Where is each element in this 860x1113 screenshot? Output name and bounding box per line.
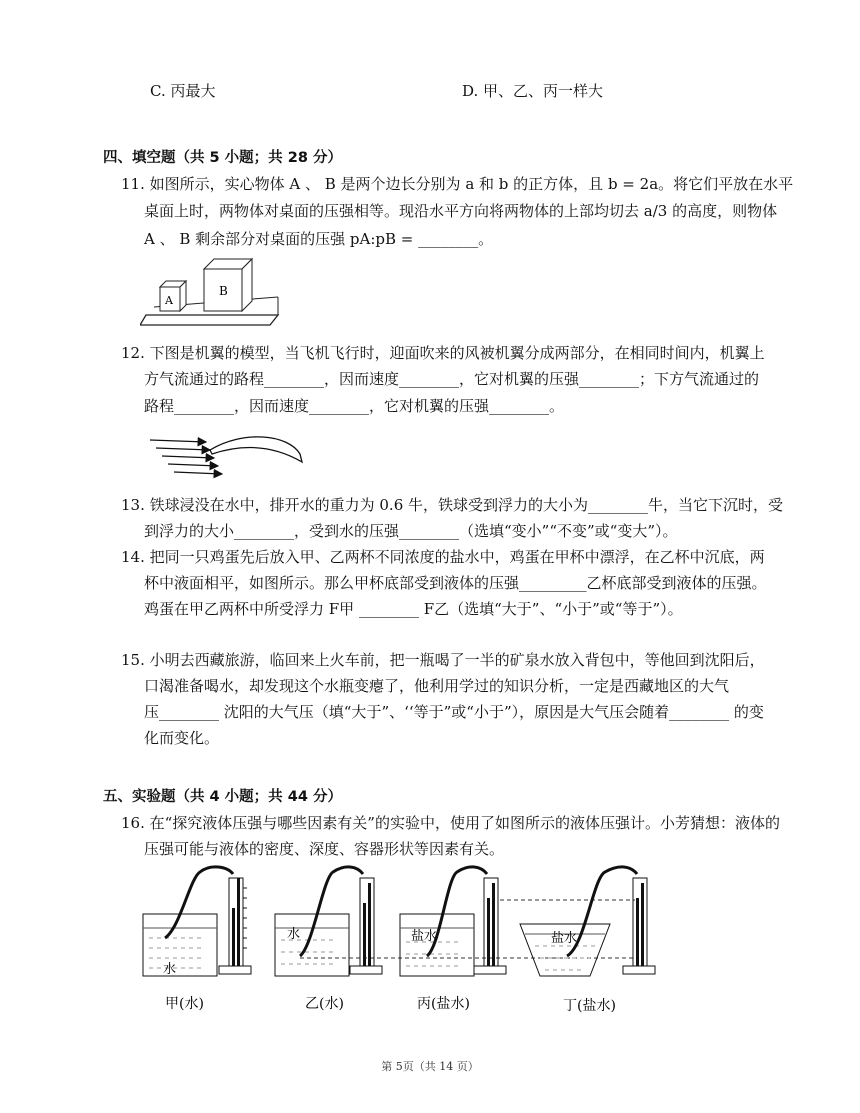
q12-line2: 方气流通过的路程________，因而速度________，它对机翼的压强________；下方气流通过的 [144, 370, 760, 388]
q16-line1: 16. 在“探究液体压强与哪些因素有关”的实验中，使用了如图所示的液体压强计。小芳猜想：液体的 [121, 814, 780, 832]
q12-line1: 12. 下图是机翼的模型，当飞机飞行时，迎面吹来的风被机翼分成两部分，在相同时间内，机翼上 [121, 344, 765, 362]
caption-ding: 丁(盐水) [563, 998, 616, 1014]
option-d: D. 甲、乙、丙一样大 [462, 82, 604, 100]
liquid-label-ding: 盐水 [551, 931, 578, 946]
q13-line2: 到浮力的大小________，受到水的压强________（选填“变小”“不变”或“变大”）。 [144, 522, 678, 540]
q14-line2: 杯中液面相平，如图所示。那么甲杯底部受到液体的压强_________乙杯底部受到液体的压强。 [144, 574, 767, 592]
liquid-label-jia: 水 [163, 962, 177, 977]
q15-line1: 15. 小明去西藏旅游，临回来上火车前，把一瓶喝了一半的矿泉水放入背包中，等他回到沈阳后， [121, 651, 765, 669]
caption-jia: 甲(水) [165, 996, 204, 1012]
q14-line3: 鸡蛋在甲乙两杯中所受浮力 F甲 ________ F乙（选填“大于”、“小于”或“等于”）。 [144, 600, 683, 618]
q11-cubes-figure [140, 255, 290, 330]
cube-a-label: A [165, 294, 173, 307]
section5-heading: 五、实验题（共 4 小题；共 44 分） [103, 789, 342, 805]
q11-line1: 11. 如图所示，实心物体 A 、 B 是两个边长分别为 a 和 b 的正方体，且 b = 2a。将它们平放在水平 [121, 175, 794, 193]
q15-line4: 化而变化。 [144, 729, 220, 747]
caption-yi: 乙(水) [305, 996, 344, 1012]
q16-pressure-gauge-figure [135, 858, 675, 1023]
apparatus-ding [520, 867, 655, 1014]
apparatus-bing [400, 867, 506, 1012]
q15-line3: 压________ 沈阳的大气压（填“大于”、‘‘等于”或“小于”），原因是大气压会随着________ 的变 [144, 703, 764, 721]
q16-line2: 压强可能与液体的密度、深度、容器形状等因素有关。 [144, 840, 505, 858]
page-footer: 第 5页（共 14 页） [381, 1060, 479, 1073]
q13-line1: 13. 铁球浸没在水中，排开水的重力为 0.6 牛，铁球受到浮力的大小为________牛，当它下沉时，受 [121, 496, 784, 514]
q12-line3: 路程________，因而速度________，它对机翼的压强________。 [144, 397, 565, 415]
q12-wing-figure [148, 428, 308, 483]
q14-line1: 14. 把同一只鸡蛋先后放入甲、乙两杯不同浓度的盐水中，鸡蛋在甲杯中漂浮，在乙杯中沉底，两 [121, 548, 765, 566]
q11-line3: A 、 B 剩余部分对桌面的压强 pA:pB = ________。 [144, 230, 494, 248]
liquid-label-bing: 盐水 [411, 929, 438, 944]
liquid-label-yi: 水 [287, 927, 301, 942]
cube-b-label: B [219, 284, 228, 298]
q11-line2: 桌面上时，两物体对桌面的压强相等。现沿水平方向将两物体的上部均切去 a/3 的高度，则物体 [144, 202, 778, 220]
caption-bing: 丙(盐水) [417, 996, 470, 1012]
apparatus-yi [275, 867, 382, 1012]
section4-heading: 四、填空题（共 5 小题；共 28 分） [103, 150, 342, 166]
option-c: C. 丙最大 [150, 82, 216, 100]
apparatus-jia [143, 867, 251, 1012]
q15-line2: 口渴准备喝水，却发现这个水瓶变瘪了，他利用学过的知识分析，一定是西藏地区的大气 [144, 677, 730, 695]
